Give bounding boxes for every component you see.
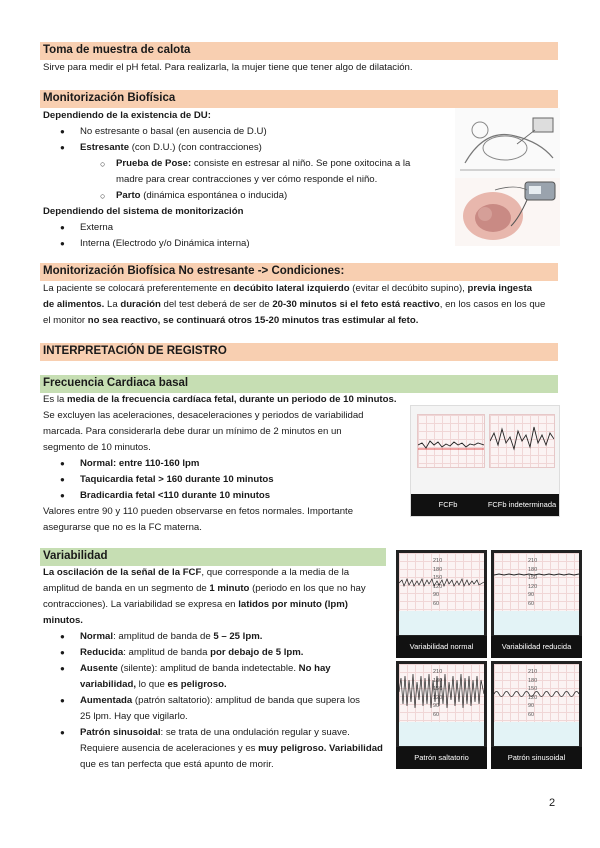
tick-label: 150 (433, 575, 443, 581)
list-subitem: ○ Parto (dinámica espontánea o inducida) (116, 188, 287, 204)
section-title: Frecuencia Cardiaca basal (43, 377, 189, 389)
tick-label: 60 (528, 600, 535, 607)
caption-variabilidad-normal: Variabilidad normal (396, 636, 487, 658)
saltatory-pattern-figure (396, 661, 487, 769)
paragraph-line: La paciente se colocará preferentemente en decúbito lateral izquierdo (evitar el decúbito supino), previa ingesta (43, 283, 533, 294)
tick-label: 60 (433, 600, 440, 607)
fetal-monitor-illustration (455, 178, 560, 246)
paragraph-line: Es la media de la frecuencia cardíaca fetal, durante un periodo de 10 minutos. (43, 394, 397, 405)
tick-label: 150 (528, 686, 538, 692)
list-item-cont: Requiere ausencia de aceleraciones y es muy peligroso. Variabilidad (80, 743, 383, 754)
list-item: ● Estresante (con D.U.) (con contracciones) (80, 140, 262, 156)
paragraph-line: amplitud de banda en un segmento de 1 minuto (periodo en los que no hay (43, 583, 366, 594)
tick-label: 120 (528, 694, 538, 701)
caption-patron-saltatorio: Patrón saltatorio (396, 747, 487, 769)
tick-label: 90 (433, 592, 440, 598)
paragraph-line: Se excluyen las aceleraciones, desaceleraciones y periodos de variabilidad (43, 410, 364, 421)
variability-reduced-figure (491, 550, 582, 658)
tick-label: 180 (433, 677, 443, 684)
list-item: ● Normal: amplitud de banda de 5 – 25 lpm. (80, 629, 262, 645)
list-item: ● Normal: entre 110-160 lpm (80, 456, 199, 472)
page-number: 2 (549, 797, 556, 809)
tick-label: 210 (528, 669, 538, 675)
sinusoidal-pattern-figure (491, 661, 582, 769)
fcfb-figure (410, 405, 560, 517)
section-header-fc-basal (40, 375, 558, 393)
cardiotocograph-strip (417, 414, 485, 468)
dep-du-label: Dependiendo de la existencia de DU: (43, 110, 211, 121)
tick-label: 120 (433, 694, 443, 701)
tick-label: 210 (433, 558, 443, 564)
tick-label: 210 (528, 558, 538, 564)
list-item: ● Aumentada (patrón saltatorio): amplitud de banda que supera los (80, 693, 360, 709)
tick-label: 90 (528, 592, 535, 598)
section-title: Monitorización Biofísica No estresante -> Condiciones: (43, 265, 345, 277)
tick-label: 120 (433, 583, 443, 590)
list-item: ● Externa (80, 220, 113, 236)
tick-label: 90 (433, 703, 440, 709)
list-item: ● Ausente (silente): amplitud de banda indetectable. No hay (80, 661, 331, 677)
list-item: ● Reducida: amplitud de banda por debajo de 5 lpm. (80, 645, 303, 661)
monitor-illustration (455, 108, 560, 178)
list-item: ● Bradicardia fetal <110 durante 10 minutos (80, 488, 270, 504)
list-item-cont: 25 lpm. Hay que vigilarlo. (80, 711, 188, 722)
section-header-calota (40, 42, 558, 60)
list-item: ● Taquicardia fetal > 160 durante 10 minutos (80, 472, 274, 488)
paragraph-line: minutos. (43, 615, 83, 626)
section-header-no-estresante (40, 263, 558, 281)
tick-label: 210 (433, 669, 443, 675)
paragraph-line: de alimentos. La duración del test deberá de ser de 20-30 minutos si el feto está reactivo, en los casos en los que (43, 299, 546, 310)
section-header-biofisica (40, 90, 558, 108)
list-item: ● Patrón sinusoidal: se trata de una ondulación regular y suave. (80, 725, 350, 741)
tick-label: 60 (528, 711, 535, 718)
caption-fcfb: FCFb (438, 500, 458, 509)
section-title: Variabilidad (43, 550, 108, 562)
tick-label: 180 (528, 566, 538, 573)
paragraph-line: marcada. Para considerarla debe durar un mínimo de 2 minutos en un (43, 426, 342, 437)
list-item-cont: variabilidad, lo que es peligroso. (80, 679, 227, 690)
section-title: Toma de muestra de calota (43, 44, 191, 56)
calota-text: Sirve para medir el pH fetal. Para realizarla, la mujer tiene que tener algo de dilatación. (43, 62, 413, 73)
list-item-cont: que es tan perfecta que está apunto de morir. (80, 759, 274, 770)
tick-label: 120 (528, 583, 538, 590)
list-subitem: ○ Prueba de Pose: consiste en estresar al niño. Se pone oxitocina a la (116, 156, 410, 172)
dep-sys-label: Dependiendo del sistema de monitorización (43, 206, 244, 217)
paragraph-line: asegurarse que no es la FC materna. (43, 522, 202, 533)
paragraph-line: el monitor no sea reactivo, se continuará otros 15-20 minutos tras estimular al feto. (43, 315, 419, 326)
tick-label: 150 (433, 686, 443, 692)
tick-label: 180 (528, 677, 538, 684)
caption-fcfb-indeterminada: FCFb indeterminada (487, 500, 557, 509)
list-subitem-cont: madre para crear contracciones y ver cómo responde el niño. (116, 174, 378, 185)
section-header-interpretacion (40, 343, 558, 361)
section-title: INTERPRETACIÓN DE REGISTRO (43, 345, 227, 357)
tick-label: 90 (528, 703, 535, 709)
figure-caption (411, 494, 559, 516)
variability-normal-figure (396, 550, 487, 658)
tick-label: 60 (433, 711, 440, 718)
caption-patron-sinusoidal: Patrón sinusoidal (491, 747, 582, 769)
paragraph-line: contracciones). La variabilidad se expresa en latidos por minuto (lpm) (43, 599, 348, 610)
paragraph-line: La oscilación de la señal de la FCF, que corresponde a la media de la (43, 567, 350, 578)
section-title: Monitorización Biofísica (43, 92, 176, 104)
list-item: ● No estresante o basal (en ausencia de D.U) (80, 124, 267, 140)
tick-label: 180 (433, 566, 443, 573)
list-item: ● Interna (Electrodo y/o Dinámica interna) (80, 236, 250, 252)
paragraph-line: Valores entre 90 y 110 pueden observarse en fetos normales. Importante (43, 506, 354, 517)
section-header-variabilidad (40, 548, 386, 566)
cardiotocograph-strip (489, 414, 555, 468)
caption-variabilidad-reducida: Variabilidad reducida (491, 636, 582, 658)
paragraph-line: segmento de 10 minutos. (43, 442, 151, 453)
tick-label: 150 (528, 575, 538, 581)
